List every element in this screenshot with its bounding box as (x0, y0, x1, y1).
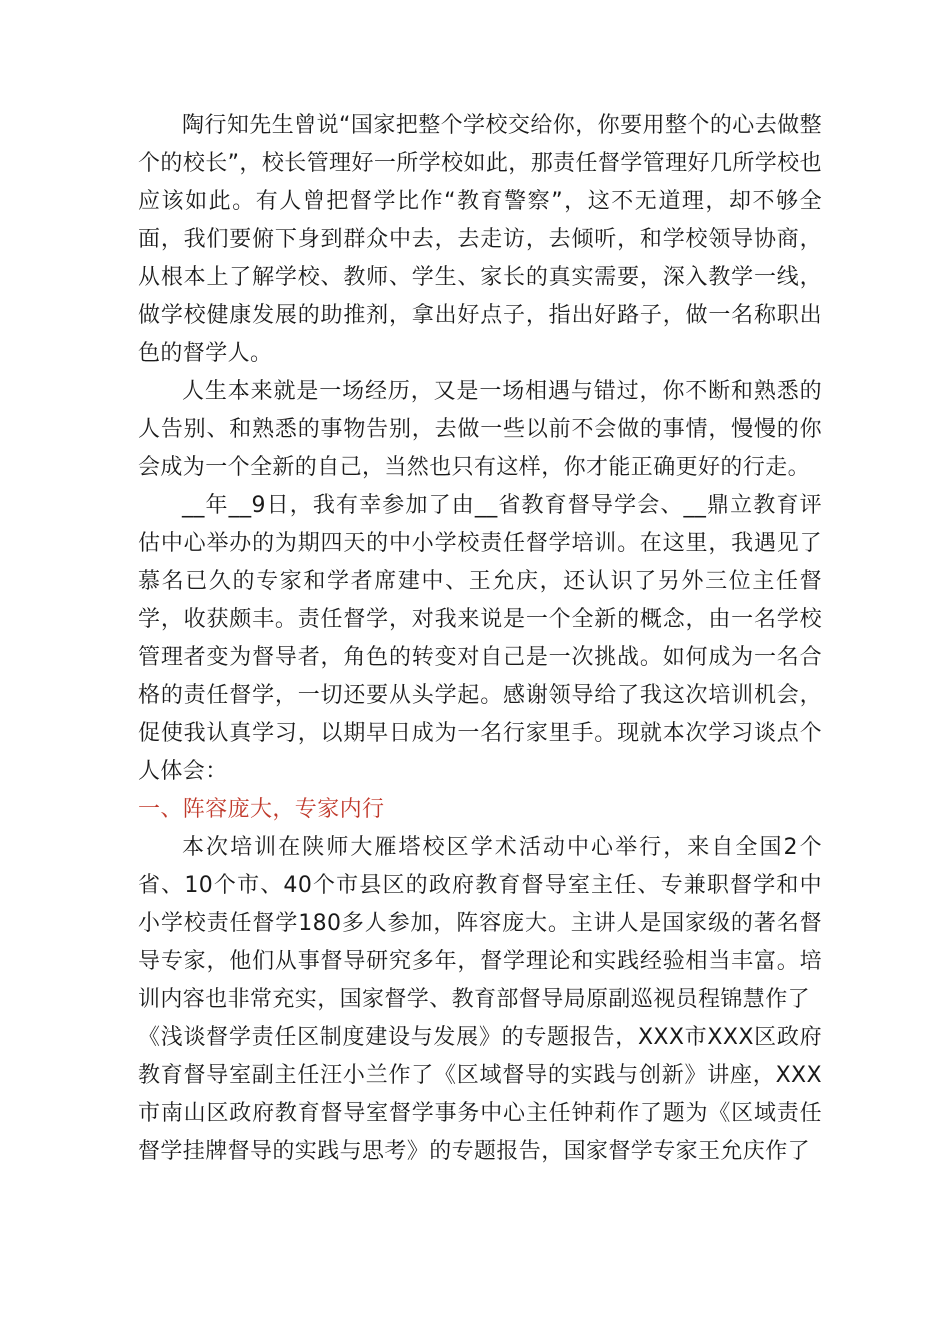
paragraph-1: 陶行知先生曾说“国家把整个学校交给你，你要用整个的心去做整个的校长”，校长管理好一所学校如此，那责任督学管理好几所学校也应该如此。有人曾把督学比作“教育警察”，这不无道理，却不够全面，我们要俯下身到群众中去，去走访，去倾听，和学校领导协商，从根本上了解学校、教师、学生、家长的真实需要，深入教学一线，做学校健康发展的助推剂，拿出好点子，指出好路子，做一名称职出色的督学人。 (138, 113, 822, 366)
paragraph-3: __年__9日，我有幸参加了由__省教育督导学会、__鼎立教育评估中心举办的为期四天的中小学校责任督学培训。在这里，我遇见了慕名已久的专家和学者席建中、王允庆，还认识了另外三位主任督学，收获颇丰。责任督学，对我来说是一个全新的概念，由一名学校管理者变为督导者，角色的转变对自己是一次挑战。如何成为一名合格的责任督学，一切还要从头学起。感谢领导给了我这次培训机会，促使我认真学习，以期早日成为一名行家里手。现就本次学习谈点个人体会： (138, 493, 822, 784)
section-heading: 一、阵容庞大，专家内行 (138, 797, 385, 822)
paragraph-2: 人生本来就是一场经历，又是一场相遇与错过，你不断和熟悉的人告别、和熟悉的事物告别，去做一些以前不会做的事情，慢慢的你会成为一个全新的自己，当然也只有这样，你才能正确更好的行走。 (138, 379, 822, 480)
paragraph-5: 《浅谈督学责任区制度建设与发展》的专题报告，XXX市XXX区政府教育督导室副主任汪小兰作了《区域督导的实践与创新》讲座，XXX市南山区政府教育督导室督学事务中心主任钟莉作了题为《区域责任督学挂牌督导的实践与思考》的专题报告，国家督学专家王允庆作了 (138, 1025, 822, 1164)
document-body (138, 107, 822, 1171)
paragraph-4: 本次培训在陕师大雁塔校区学术活动中心举行，来自全国2个省、10个市、40个市县区的政府教育督导室主任、专兼职督学和中小学校责任督学180多人参加，阵容庞大。主讲人是国家级的著名督导专家，他们从事督导研究多年，督学理论和实践经验相当丰富。培训内容也非常充实，国家督学、教育部督导局原副巡视员程锦慧作了 (138, 835, 822, 1012)
